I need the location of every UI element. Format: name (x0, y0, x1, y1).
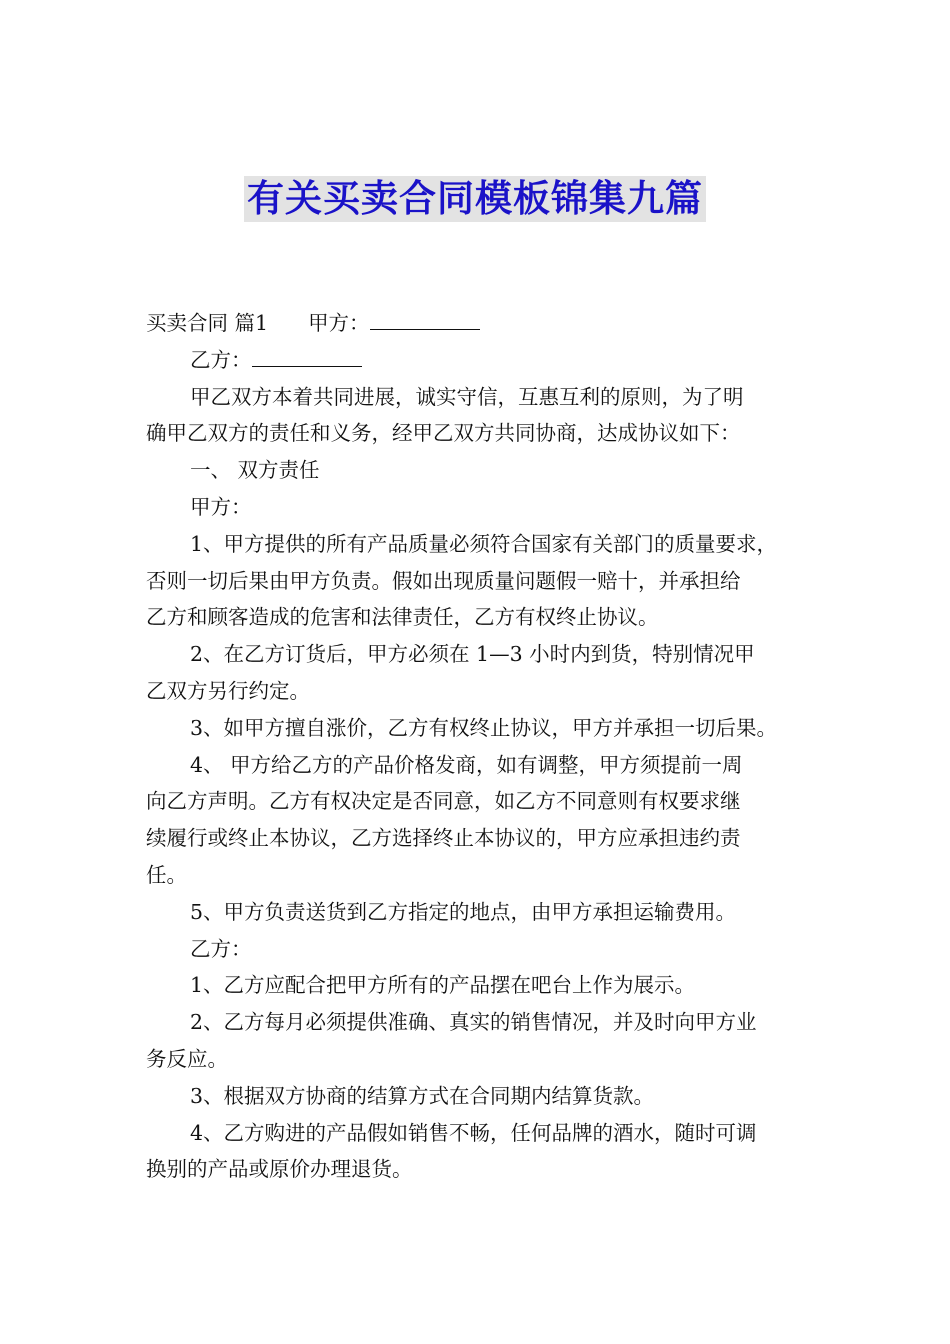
text-line: 换别的产品或原价办理退货。 (146, 1157, 413, 1182)
text-line: 3、如甲方擅自涨价，乙方有权终止协议，甲方并承担一切后果。 (190, 715, 778, 740)
header-line (146, 305, 812, 342)
text-line: 4、 甲方给乙方的产品价格发商，如有调整，甲方须提前一周 (190, 752, 743, 777)
text-line: 向乙方声明。乙方有权决定是否同意，如乙方不同意则有权要求继 (146, 789, 741, 814)
party-a-blank (370, 309, 480, 330)
text-line: 否则一切后果由甲方负责。假如出现质量问题假一赔十，并承担给 (146, 568, 741, 593)
party-b-heading: 乙方： (190, 936, 252, 961)
party-b-line (146, 342, 812, 379)
text-line: 3、根据双方协商的结算方式在合同期内结算货款。 (190, 1083, 655, 1108)
text-line: 任。 (146, 862, 187, 887)
text-line: 续履行或终止本协议，乙方选择终止本协议的，甲方应承担违约责 (146, 826, 741, 851)
text-line: 2、在乙方订货后，甲方必须在 1—3 小时内到货，特别情况甲 (190, 642, 755, 667)
party-b-blank (252, 346, 362, 367)
party-a-heading: 甲方： (190, 494, 252, 519)
section-label: 买卖合同 篇1 (146, 311, 269, 335)
text-line: 1、乙方应配合把甲方所有的产品摆在吧台上作为展示。 (190, 973, 696, 998)
text-line: 乙双方另行约定。 (146, 678, 310, 703)
document-title: 有关买卖合同模板锦集九篇 (244, 176, 706, 222)
text-line: 2、乙方每月必须提供准确、真实的销售情况，并及时向甲方业 (190, 1010, 757, 1035)
text-line: 乙方和顾客造成的危害和法律责任，乙方有权终止协议。 (146, 605, 659, 630)
party-a-label: 甲方： (308, 311, 370, 335)
title-wrap (0, 176, 950, 222)
text-line: 确甲乙双方的责任和义务，经甲乙双方共同协商，达成协议如下： (146, 421, 741, 446)
document-body (146, 305, 812, 1188)
text-line: 4、乙方购进的产品假如销售不畅，任何品牌的酒水，随时可调 (190, 1120, 757, 1145)
text-line: 5、甲方负责送货到乙方指定的地点，由甲方承担运输费用。 (190, 899, 737, 924)
text-line: 甲乙双方本着共同进展，诚实守信，互惠互利的原则，为了明 (190, 384, 744, 409)
text-line: 1、甲方提供的所有产品质量必须符合国家有关部门的质量要求， (190, 531, 778, 556)
section-heading: 一、 双方责任 (190, 458, 320, 483)
text-line: 务反应。 (146, 1046, 228, 1071)
party-b-label: 乙方： (190, 347, 252, 372)
